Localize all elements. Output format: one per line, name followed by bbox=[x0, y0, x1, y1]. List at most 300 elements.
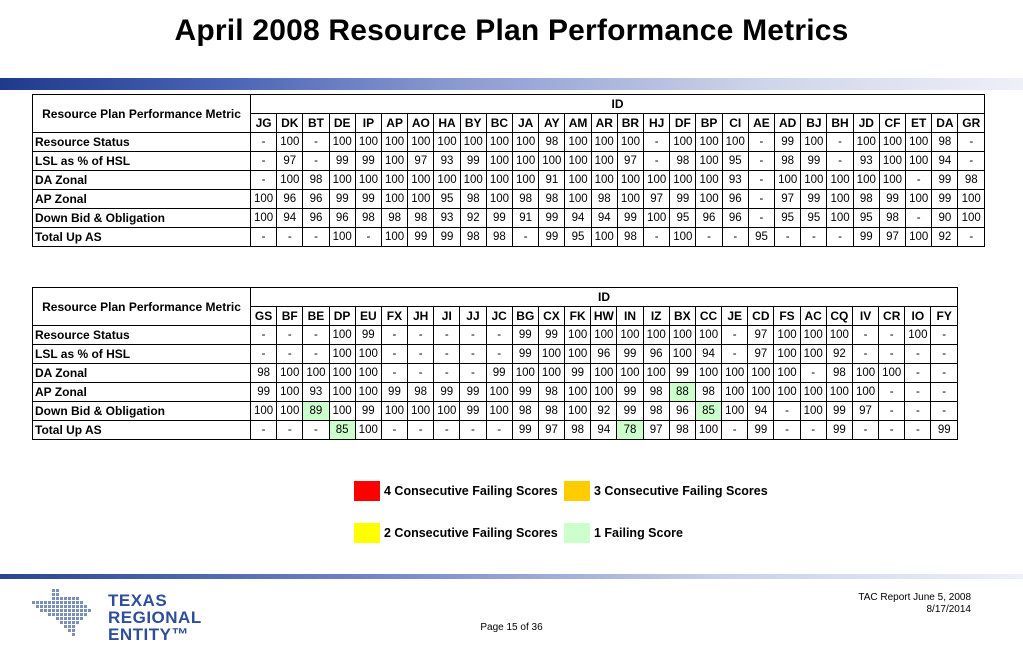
id-column-header: IP bbox=[355, 114, 381, 133]
score-cell: 99 bbox=[512, 383, 538, 402]
score-cell: 100 bbox=[670, 133, 696, 152]
score-cell: - bbox=[277, 228, 303, 247]
score-cell: - bbox=[251, 133, 277, 152]
page-title: April 2008 Resource Plan Performance Metrics bbox=[174, 14, 849, 47]
score-cell: 100 bbox=[852, 364, 878, 383]
score-cell: - bbox=[486, 421, 512, 440]
score-cell: 100 bbox=[538, 364, 564, 383]
id-column-header: HJ bbox=[644, 114, 670, 133]
score-cell: - bbox=[277, 421, 303, 440]
score-cell: 92 bbox=[460, 209, 486, 228]
score-cell: 100 bbox=[906, 228, 932, 247]
score-cell: - bbox=[931, 402, 958, 421]
logo-text-texas: TEXAS bbox=[108, 591, 168, 610]
score-cell: 100 bbox=[617, 133, 643, 152]
id-column-header: DF bbox=[670, 114, 696, 133]
id-column-header: CX bbox=[538, 307, 564, 326]
score-cell: 100 bbox=[617, 190, 643, 209]
score-cell: 88 bbox=[669, 383, 695, 402]
score-cell: - bbox=[722, 326, 748, 345]
id-column-header: CI bbox=[722, 114, 748, 133]
score-cell: 97 bbox=[775, 190, 801, 209]
score-cell: - bbox=[696, 228, 722, 247]
score-cell: 100 bbox=[486, 190, 512, 209]
score-cell: - bbox=[905, 421, 931, 440]
id-column-header: IV bbox=[852, 307, 878, 326]
score-cell: - bbox=[644, 152, 670, 171]
score-cell: 98 bbox=[853, 190, 879, 209]
score-cell: - bbox=[931, 326, 958, 345]
score-cell: - bbox=[381, 345, 407, 364]
legend-item-2-failing bbox=[354, 523, 558, 543]
score-cell: 100 bbox=[434, 133, 460, 152]
id-column-header: BY bbox=[460, 114, 486, 133]
score-cell: 100 bbox=[722, 402, 748, 421]
score-cell: 99 bbox=[539, 209, 565, 228]
score-cell: 100 bbox=[644, 171, 670, 190]
score-cell: 100 bbox=[591, 364, 617, 383]
id-column-header: JH bbox=[408, 307, 434, 326]
score-cell: - bbox=[486, 345, 512, 364]
score-cell: - bbox=[905, 345, 931, 364]
score-cell: 95 bbox=[670, 209, 696, 228]
score-cell: 97 bbox=[538, 421, 564, 440]
score-cell: - bbox=[748, 190, 774, 209]
score-cell: 99 bbox=[329, 190, 355, 209]
score-cell: 98 bbox=[565, 421, 591, 440]
score-cell: - bbox=[303, 133, 329, 152]
metric-label: DA Zonal bbox=[33, 364, 251, 383]
score-cell: 100 bbox=[591, 383, 617, 402]
score-cell: 91 bbox=[513, 209, 539, 228]
id-column-header: JE bbox=[722, 307, 748, 326]
score-cell: 93 bbox=[853, 152, 879, 171]
id-group-header: ID bbox=[251, 95, 985, 114]
score-cell: 95 bbox=[748, 228, 774, 247]
score-cell: 96 bbox=[329, 209, 355, 228]
score-cell: - bbox=[460, 364, 486, 383]
score-cell: 98 bbox=[695, 383, 721, 402]
score-cell: 92 bbox=[932, 228, 958, 247]
score-cell: 89 bbox=[303, 402, 329, 421]
score-cell: 100 bbox=[879, 133, 905, 152]
legend-label: 4 Consecutive Failing Scores bbox=[384, 484, 558, 498]
score-cell: - bbox=[800, 421, 826, 440]
score-cell: 95 bbox=[434, 190, 460, 209]
score-cell: - bbox=[722, 228, 748, 247]
table-row bbox=[33, 364, 958, 383]
metric-label: Down Bid & Obligation bbox=[33, 209, 251, 228]
score-cell: - bbox=[408, 421, 434, 440]
score-cell: 100 bbox=[329, 326, 355, 345]
id-column-header: AR bbox=[591, 114, 617, 133]
score-cell: 98 bbox=[382, 209, 408, 228]
score-cell: 96 bbox=[591, 345, 617, 364]
score-cell: 99 bbox=[565, 364, 591, 383]
score-cell: 100 bbox=[748, 364, 774, 383]
id-column-header: BH bbox=[827, 114, 853, 133]
score-cell: 100 bbox=[696, 152, 722, 171]
score-cell: - bbox=[251, 345, 277, 364]
score-cell: 99 bbox=[748, 421, 774, 440]
id-column-header: IZ bbox=[643, 307, 669, 326]
score-cell: 94 bbox=[932, 152, 958, 171]
score-cell: 100 bbox=[617, 364, 643, 383]
id-column-header: DK bbox=[277, 114, 303, 133]
score-cell: 100 bbox=[669, 326, 695, 345]
score-cell: 97 bbox=[879, 228, 905, 247]
score-cell: - bbox=[303, 228, 329, 247]
score-cell: 100 bbox=[251, 402, 277, 421]
score-cell: 100 bbox=[355, 383, 381, 402]
score-cell: - bbox=[355, 228, 381, 247]
score-cell: 100 bbox=[565, 326, 591, 345]
table-row bbox=[33, 383, 958, 402]
score-cell: 99 bbox=[932, 190, 958, 209]
score-cell: 99 bbox=[931, 421, 958, 440]
id-column-header: CD bbox=[748, 307, 774, 326]
metrics-table-2 bbox=[32, 287, 958, 440]
score-cell: 98 bbox=[826, 364, 852, 383]
score-cell: - bbox=[879, 383, 905, 402]
score-cell: 99 bbox=[434, 228, 460, 247]
score-cell: 100 bbox=[486, 152, 512, 171]
table-row bbox=[33, 326, 958, 345]
score-cell: 98 bbox=[670, 152, 696, 171]
table-row bbox=[33, 421, 958, 440]
score-cell: 100 bbox=[800, 402, 826, 421]
score-cell: 99 bbox=[355, 326, 381, 345]
score-cell: 100 bbox=[958, 190, 985, 209]
score-cell: 100 bbox=[539, 152, 565, 171]
score-cell: 99 bbox=[460, 152, 486, 171]
score-cell: 98 bbox=[538, 402, 564, 421]
score-cell: 100 bbox=[382, 133, 408, 152]
score-cell: - bbox=[879, 421, 905, 440]
metric-label: DA Zonal bbox=[33, 171, 251, 190]
table-row bbox=[33, 345, 958, 364]
score-cell: 100 bbox=[355, 345, 381, 364]
score-cell: 98 bbox=[408, 383, 434, 402]
score-cell: - bbox=[303, 421, 329, 440]
score-cell: 100 bbox=[486, 133, 512, 152]
score-cell: - bbox=[513, 228, 539, 247]
score-cell: 100 bbox=[486, 383, 512, 402]
score-cell: 100 bbox=[486, 402, 512, 421]
score-cell: 98 bbox=[512, 402, 538, 421]
score-cell: 99 bbox=[853, 228, 879, 247]
score-cell: 100 bbox=[958, 209, 985, 228]
score-cell: 99 bbox=[775, 133, 801, 152]
id-column-header: BP bbox=[696, 114, 722, 133]
score-cell: 100 bbox=[512, 364, 538, 383]
score-cell: 100 bbox=[591, 326, 617, 345]
score-cell: 100 bbox=[355, 171, 381, 190]
id-column-header: BF bbox=[277, 307, 303, 326]
texas-map-icon bbox=[30, 587, 102, 643]
score-cell: - bbox=[905, 383, 931, 402]
score-cell: 98 bbox=[879, 209, 905, 228]
score-cell: 100 bbox=[879, 364, 905, 383]
score-cell: - bbox=[460, 345, 486, 364]
metric-column-header: Resource Plan Performance Metric bbox=[33, 95, 251, 133]
id-column-header: BG bbox=[512, 307, 538, 326]
id-column-header: AC bbox=[800, 307, 826, 326]
score-cell: 97 bbox=[852, 402, 878, 421]
id-column-header: JA bbox=[513, 114, 539, 133]
score-cell: 100 bbox=[748, 383, 774, 402]
score-cell: 100 bbox=[303, 364, 329, 383]
score-cell: - bbox=[800, 364, 826, 383]
score-cell: 95 bbox=[565, 228, 591, 247]
id-column-header: AE bbox=[748, 114, 774, 133]
score-cell: 98 bbox=[932, 133, 958, 152]
score-cell: - bbox=[879, 402, 905, 421]
score-cell: 100 bbox=[722, 133, 748, 152]
score-cell: 100 bbox=[329, 171, 355, 190]
id-column-header: FX bbox=[381, 307, 407, 326]
score-cell: 98 bbox=[539, 133, 565, 152]
score-cell: 100 bbox=[277, 171, 303, 190]
score-cell: 100 bbox=[460, 133, 486, 152]
score-cell: 99 bbox=[539, 228, 565, 247]
score-cell: 98 bbox=[617, 228, 643, 247]
id-column-header: BC bbox=[486, 114, 512, 133]
score-cell: 98 bbox=[775, 152, 801, 171]
report-date: 8/17/2014 bbox=[926, 604, 971, 615]
score-cell: 100 bbox=[827, 190, 853, 209]
score-cell: 93 bbox=[303, 383, 329, 402]
score-cell: - bbox=[644, 133, 670, 152]
id-column-header: JD bbox=[853, 114, 879, 133]
score-cell: 97 bbox=[748, 326, 774, 345]
score-cell: 100 bbox=[774, 345, 800, 364]
id-column-header: CC bbox=[695, 307, 721, 326]
id-group-header: ID bbox=[251, 288, 958, 307]
score-cell: 100 bbox=[382, 228, 408, 247]
id-column-header: BX bbox=[669, 307, 695, 326]
logo-text-entity: ENTITY™ bbox=[108, 625, 189, 644]
score-cell: 96 bbox=[303, 209, 329, 228]
score-cell: 99 bbox=[408, 228, 434, 247]
metrics-table-1 bbox=[32, 94, 985, 247]
score-cell: 93 bbox=[434, 209, 460, 228]
score-cell: 99 bbox=[617, 402, 643, 421]
score-cell: 98 bbox=[408, 209, 434, 228]
score-cell: - bbox=[827, 133, 853, 152]
score-cell: 100 bbox=[277, 133, 303, 152]
score-cell: - bbox=[905, 402, 931, 421]
score-cell: 97 bbox=[617, 152, 643, 171]
score-cell: 100 bbox=[774, 383, 800, 402]
score-cell: 100 bbox=[382, 171, 408, 190]
score-cell: 93 bbox=[722, 171, 748, 190]
score-cell: 99 bbox=[355, 152, 381, 171]
score-cell: 100 bbox=[382, 190, 408, 209]
score-cell: 100 bbox=[853, 171, 879, 190]
table-row bbox=[33, 171, 985, 190]
score-cell: - bbox=[852, 421, 878, 440]
id-column-header: AM bbox=[565, 114, 591, 133]
metric-column-header: Resource Plan Performance Metric bbox=[33, 288, 251, 326]
score-cell: 100 bbox=[565, 171, 591, 190]
id-column-header: EU bbox=[355, 307, 381, 326]
score-cell: 99 bbox=[460, 383, 486, 402]
score-cell: - bbox=[408, 326, 434, 345]
id-column-header: DA bbox=[932, 114, 958, 133]
score-cell: - bbox=[906, 171, 932, 190]
score-cell: - bbox=[434, 345, 460, 364]
score-cell: - bbox=[852, 326, 878, 345]
score-cell: - bbox=[827, 152, 853, 171]
score-cell: - bbox=[251, 228, 277, 247]
score-cell: - bbox=[277, 345, 303, 364]
legend-item-4-failing bbox=[354, 481, 558, 501]
table-row bbox=[33, 152, 985, 171]
score-cell: 95 bbox=[853, 209, 879, 228]
score-cell: 99 bbox=[670, 190, 696, 209]
score-cell: - bbox=[774, 421, 800, 440]
score-cell: 100 bbox=[906, 133, 932, 152]
score-cell: 99 bbox=[512, 421, 538, 440]
score-cell: 98 bbox=[591, 190, 617, 209]
score-cell: 100 bbox=[565, 133, 591, 152]
score-cell: 100 bbox=[513, 171, 539, 190]
score-cell: - bbox=[303, 345, 329, 364]
score-cell: 100 bbox=[251, 190, 277, 209]
score-cell: - bbox=[906, 209, 932, 228]
score-cell: - bbox=[748, 152, 774, 171]
score-cell: 99 bbox=[329, 152, 355, 171]
score-cell: 96 bbox=[669, 402, 695, 421]
id-column-header: IN bbox=[617, 307, 643, 326]
score-cell: 99 bbox=[381, 383, 407, 402]
score-cell: 95 bbox=[801, 209, 827, 228]
score-cell: 100 bbox=[879, 171, 905, 190]
score-cell: 100 bbox=[591, 152, 617, 171]
header-divider bbox=[0, 78, 1023, 90]
id-column-header: AY bbox=[539, 114, 565, 133]
score-cell: 97 bbox=[644, 190, 670, 209]
id-column-header: HA bbox=[434, 114, 460, 133]
score-cell: 96 bbox=[643, 345, 669, 364]
score-cell: 100 bbox=[355, 421, 381, 440]
score-cell: - bbox=[722, 345, 748, 364]
score-cell: 100 bbox=[591, 133, 617, 152]
score-cell: 100 bbox=[643, 326, 669, 345]
legend-label: 3 Consecutive Failing Scores bbox=[594, 484, 768, 498]
legend-swatch bbox=[354, 481, 380, 501]
score-cell: 100 bbox=[826, 326, 852, 345]
score-cell: 99 bbox=[460, 402, 486, 421]
page-number: Page 15 of 36 bbox=[480, 622, 543, 633]
score-cell: 100 bbox=[460, 171, 486, 190]
id-column-header: DE bbox=[329, 114, 355, 133]
legend-swatch bbox=[564, 481, 590, 501]
score-cell: - bbox=[801, 228, 827, 247]
score-cell: 100 bbox=[696, 190, 722, 209]
score-cell: 94 bbox=[277, 209, 303, 228]
score-cell: 98 bbox=[539, 190, 565, 209]
score-cell: 97 bbox=[277, 152, 303, 171]
score-cell: - bbox=[958, 228, 985, 247]
score-cell: - bbox=[251, 152, 277, 171]
legend-label: 2 Consecutive Failing Scores bbox=[384, 526, 558, 540]
logo-text-regional: REGIONAL bbox=[108, 608, 202, 627]
score-cell: 98 bbox=[355, 209, 381, 228]
metric-label: Resource Status bbox=[33, 133, 251, 152]
id-column-header: FY bbox=[931, 307, 958, 326]
legend-swatch bbox=[564, 523, 590, 543]
id-column-header: FK bbox=[565, 307, 591, 326]
score-cell: 96 bbox=[722, 209, 748, 228]
score-cell: 100 bbox=[643, 364, 669, 383]
score-cell: 100 bbox=[408, 190, 434, 209]
id-column-header: JI bbox=[434, 307, 460, 326]
table-row bbox=[33, 133, 985, 152]
score-cell: 97 bbox=[643, 421, 669, 440]
score-cell: - bbox=[486, 326, 512, 345]
score-cell: 100 bbox=[538, 345, 564, 364]
score-cell: 100 bbox=[670, 171, 696, 190]
score-cell: - bbox=[748, 171, 774, 190]
score-cell: 100 bbox=[696, 171, 722, 190]
score-cell: 95 bbox=[722, 152, 748, 171]
legend-label: 1 Failing Score bbox=[594, 526, 683, 540]
metric-label: Down Bid & Obligation bbox=[33, 402, 251, 421]
score-cell: 100 bbox=[513, 152, 539, 171]
id-column-header: FS bbox=[774, 307, 800, 326]
score-cell: - bbox=[251, 171, 277, 190]
score-cell: - bbox=[381, 364, 407, 383]
score-cell: - bbox=[775, 228, 801, 247]
score-cell: - bbox=[852, 345, 878, 364]
score-cell: 100 bbox=[329, 133, 355, 152]
score-cell: 100 bbox=[408, 402, 434, 421]
score-cell: - bbox=[905, 364, 931, 383]
score-cell: 92 bbox=[591, 402, 617, 421]
id-column-header: CQ bbox=[826, 307, 852, 326]
score-cell: 100 bbox=[251, 209, 277, 228]
score-cell: - bbox=[408, 364, 434, 383]
score-cell: 96 bbox=[303, 190, 329, 209]
score-cell: 95 bbox=[775, 209, 801, 228]
score-cell: 100 bbox=[486, 171, 512, 190]
score-cell: - bbox=[748, 209, 774, 228]
score-cell: 98 bbox=[643, 402, 669, 421]
score-cell: 100 bbox=[853, 133, 879, 152]
score-cell: 100 bbox=[695, 364, 721, 383]
score-cell: 100 bbox=[826, 383, 852, 402]
score-cell: 100 bbox=[408, 133, 434, 152]
id-column-header: BE bbox=[303, 307, 329, 326]
score-cell: 91 bbox=[539, 171, 565, 190]
score-cell: 96 bbox=[277, 190, 303, 209]
score-cell: 98 bbox=[958, 171, 985, 190]
metric-label: AP Zonal bbox=[33, 190, 251, 209]
metric-label: LSL as % of HSL bbox=[33, 152, 251, 171]
id-column-header: CR bbox=[879, 307, 905, 326]
score-cell: - bbox=[879, 345, 905, 364]
score-cell: 99 bbox=[879, 190, 905, 209]
score-cell: - bbox=[958, 133, 985, 152]
score-cell: 100 bbox=[774, 326, 800, 345]
score-cell: - bbox=[434, 421, 460, 440]
score-cell: 100 bbox=[434, 171, 460, 190]
score-cell: 98 bbox=[460, 190, 486, 209]
score-cell: 98 bbox=[669, 421, 695, 440]
score-cell: - bbox=[931, 364, 958, 383]
